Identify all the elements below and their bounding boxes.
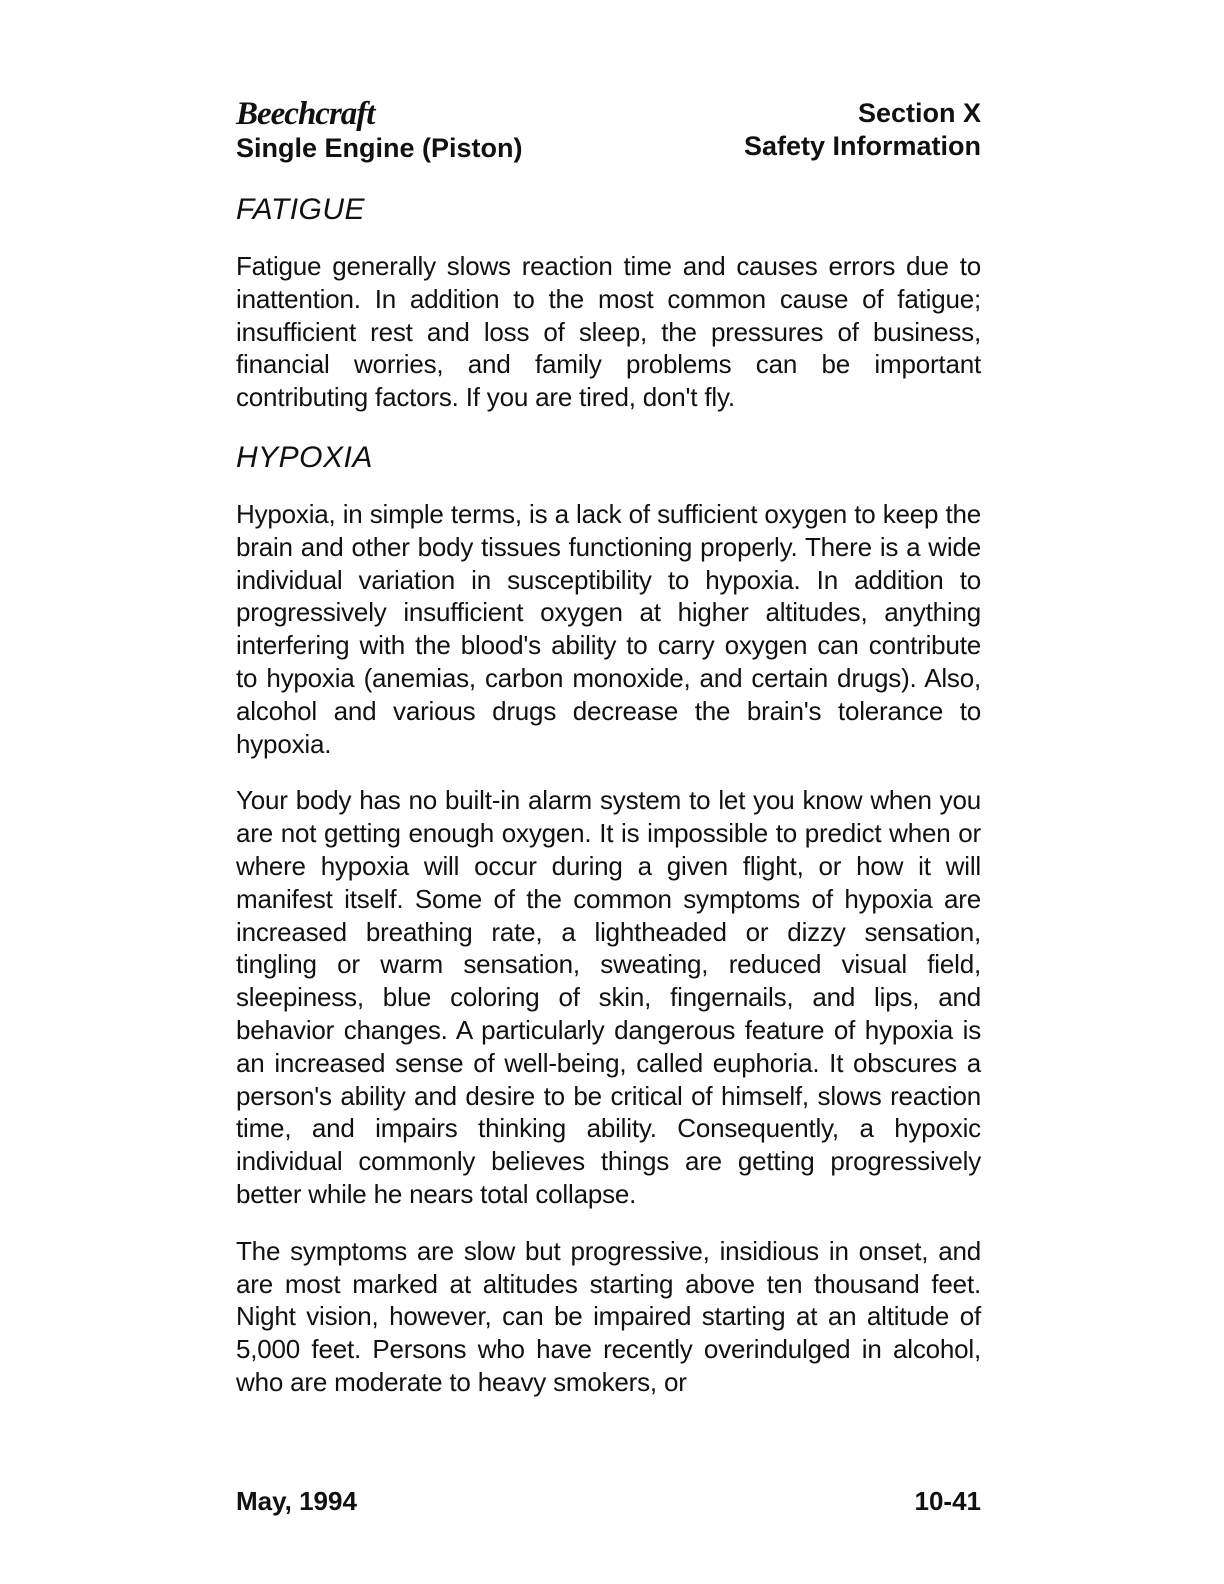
page-header	[236, 96, 981, 166]
paragraph: Hypoxia, in simple terms, is a lack of sufficient oxygen to keep the brain and other body tissues functioning properly. There is a wide individual variation in susceptibility to hypoxia. In addition to progressively insufficient oxygen at higher altitudes, anything interfering with the blood's ability to carry oxygen can contribute to hypoxia (anemias, carbon monoxide, and certain drugs). Also, alcohol and various drugs decrease the brain's tolerance to hypoxia.	[236, 498, 981, 759]
section-number: Section X	[857, 98, 981, 128]
section-title: Safety Information	[743, 131, 981, 161]
page-footer	[236, 1486, 981, 1520]
section-heading: FATIGUE	[236, 193, 366, 226]
paragraph: The symptoms are slow but progressive, insidious in onset, and are most marked at altitudes starting above ten thousand feet. Night vision, however, can be impaired starting at an altitude of 5,000 feet. Persons who have recently overindulged in alcohol, who are moderate to heavy smokers, or	[236, 1235, 981, 1397]
paragraph: Fatigue generally slows reaction time and causes errors due to inattention. In addition to the most common cause of fatigue; insufficient rest and loss of sleep, the pressures of business, financial worries, and family problems can be important contributing factors. If you are tired, don't fly.	[236, 251, 981, 413]
page-number: 10-41	[914, 1486, 981, 1516]
section-heading: HYPOXIA	[236, 440, 373, 474]
aircraft-model: Single Engine (Piston)	[236, 133, 523, 163]
brand-logo: Beechcraft	[236, 96, 375, 132]
section-fatigue	[236, 190, 981, 414]
page-content	[236, 190, 981, 1423]
header-left	[236, 96, 523, 164]
section-hypoxia	[236, 438, 981, 1399]
publication-date: May, 1994	[236, 1486, 357, 1516]
paragraph: Your body has no built-in alarm system to let you know when you are not getting enough oxygen. It is impossible to predict when or where hypoxia will occur during a given flight, or how it will manifest itself. Some of the common symptoms of hypoxia are increased breathing rate, a lightheaded or dizzy sensation, tingling or warm sensation, sweating, reduced visual field, sleepiness, blue coloring of skin, fingernails, and lips, and behavior changes. A particularly dangerous feature of hypoxia is an increased sense of well-being, called euphoria. It obscures a person's ability and desire to be critical of himself, slows reaction time, and impairs thinking ability. Consequently, a hypoxic individual commonly believes things are getting progressively better while he nears total collapse.	[236, 785, 981, 1209]
header-right	[744, 96, 981, 162]
